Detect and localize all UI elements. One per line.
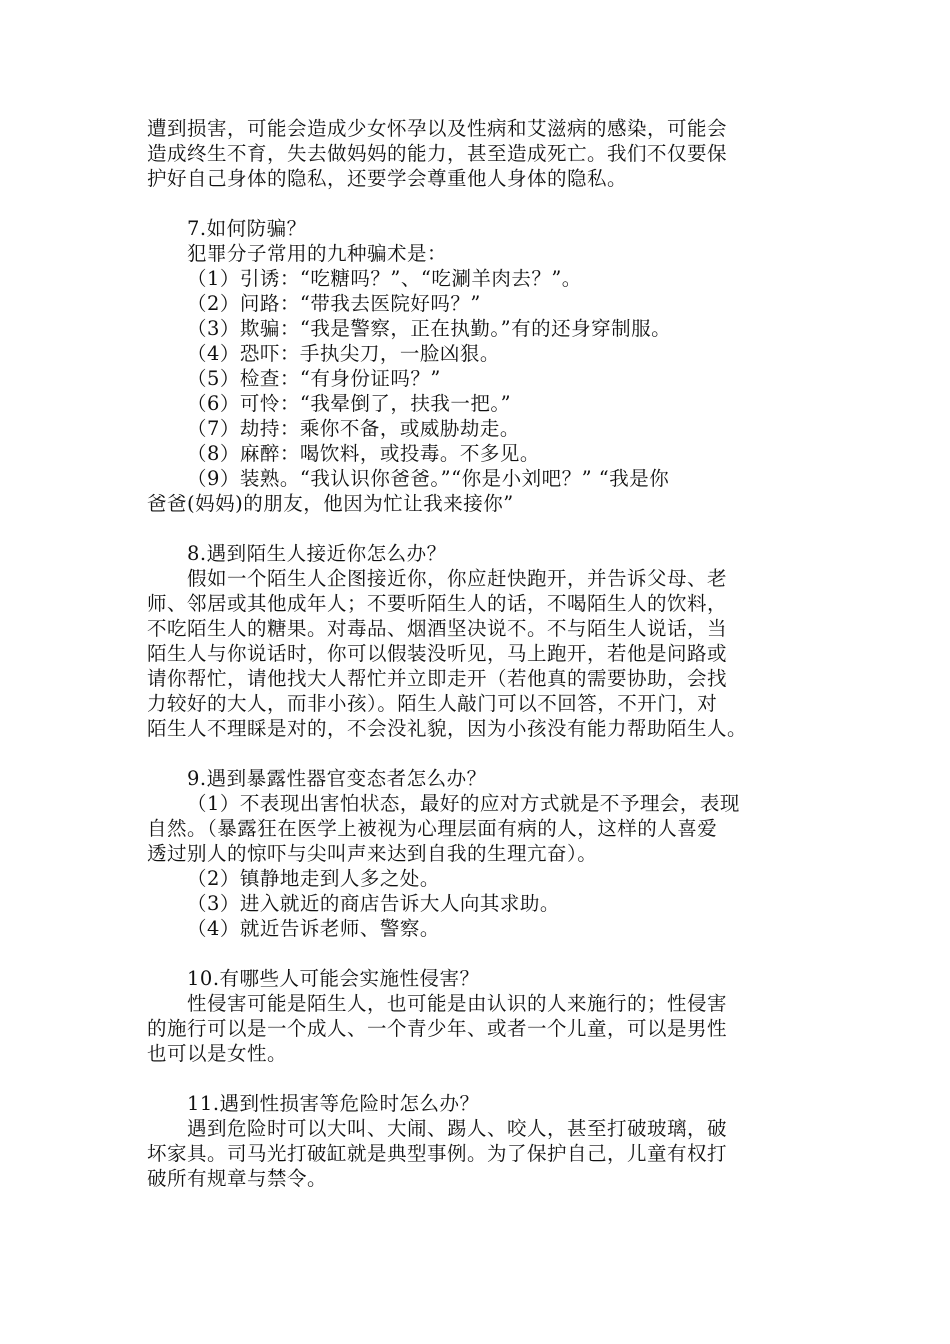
text-line: 坏家具。司马光打破缸就是典型事例。为了保护自己，儿童有权打 [147, 1142, 728, 1165]
section-10 [147, 966, 807, 1066]
list-item: （7）劫持：乘你不备，或威胁劫走。 [187, 417, 520, 440]
list-item: （1）不表现出害怕状态，最好的应对方式就是不予理会，表现 [187, 792, 740, 815]
list-item: （3）进入就近的商店告诉大人向其求助。 [187, 892, 560, 915]
text-line: 陌生人不理睬是对的，不会没礼貌，因为小孩没有能力帮助陌生人。 [147, 717, 748, 740]
text-line: 不吃陌生人的糖果。对毒品、烟酒坚决说不。不与陌生人说话，当 [147, 617, 728, 640]
text-line: 力较好的大人，而非小孩）。陌生人敲门可以不回答，不开门，对 [147, 692, 718, 715]
section-heading: 9.遇到暴露性器官变态者怎么办？ [187, 767, 487, 790]
list-item: （5）检查：“有身份证吗？” [187, 367, 441, 390]
list-item: （6）可怜：“我晕倒了，扶我一把。” [187, 392, 512, 415]
text-line: 假如一个陌生人企图接近你，你应赶快跑开，并告诉父母、老 [187, 567, 728, 590]
text-line: 遇到危险时可以大叫、大闹、踢人、咬人，甚至打破玻璃，破 [187, 1117, 728, 1140]
text-line: 师、邻居或其他成年人；不要听陌生人的话，不喝陌生人的饮料， [147, 592, 728, 615]
section-9 [147, 766, 807, 941]
intro-paragraph [147, 116, 807, 191]
list-item: （9）装熟。“我认识你爸爸。”“你是小刘吧？” “我是你 [187, 467, 670, 490]
list-item: （3）欺骗：“我是警察，正在执勤。”有的还身穿制服。 [187, 317, 672, 340]
list-item: （4）就近告诉老师、警察。 [187, 917, 440, 940]
list-item: （1）引诱：“吃糖吗？”、“吃涮羊肉去？”。 [187, 267, 582, 290]
text-line: 犯罪分子常用的九种骗术是： [187, 242, 448, 265]
document-page [147, 116, 807, 1191]
text-line: 护好自己身体的隐私，还要学会尊重他人身体的隐私。 [147, 167, 628, 190]
list-item: （2）问路：“带我去医院好吗？” [187, 292, 481, 315]
text-line: 请你帮忙，请他找大人帮忙并立即走开（若他真的需要协助，会找 [147, 667, 728, 690]
text-line: 爸爸(妈妈)的朋友，他因为忙让我来接你” [147, 492, 514, 515]
text-line: 透过别人的惊吓与尖叫声来达到自我的生理亢奋）。 [147, 842, 598, 865]
text-line: 的施行可以是一个成人、一个青少年、或者一个儿童，可以是男性 [147, 1017, 728, 1040]
list-item: （4）恐吓：手执尖刀，一脸凶狠。 [187, 342, 500, 365]
section-heading: 8.遇到陌生人接近你怎么办？ [187, 542, 447, 565]
section-11 [147, 1091, 807, 1191]
section-8 [147, 541, 807, 741]
list-item: （2）镇静地走到人多之处。 [187, 867, 440, 890]
text-line: 造成终生不育，失去做妈妈的能力，甚至造成死亡。我们不仅要保 [147, 142, 728, 165]
text-line: 陌生人与你说话时，你可以假装没听见，马上跑开，若他是问路或 [147, 642, 728, 665]
text-line: 自然。（暴露狂在医学上被视为心理层面有病的人，这样的人喜爱 [147, 817, 718, 840]
text-line: 遭到损害，可能会造成少女怀孕以及性病和艾滋病的感染，可能会 [147, 117, 728, 140]
section-heading: 7.如何防骗？ [187, 217, 307, 240]
list-item: （8）麻醉：喝饮料，或投毒。不多见。 [187, 442, 540, 465]
text-line: 性侵害可能是陌生人，也可能是由认识的人来施行的；性侵害 [187, 992, 728, 1015]
text-line: 破所有规章与禁令。 [147, 1167, 328, 1190]
section-heading: 11.遇到性损害等危险时怎么办？ [187, 1092, 480, 1115]
section-heading: 10.有哪些人可能会实施性侵害？ [187, 967, 480, 990]
text-line: 也可以是女性。 [147, 1042, 288, 1065]
section-7 [147, 216, 807, 516]
